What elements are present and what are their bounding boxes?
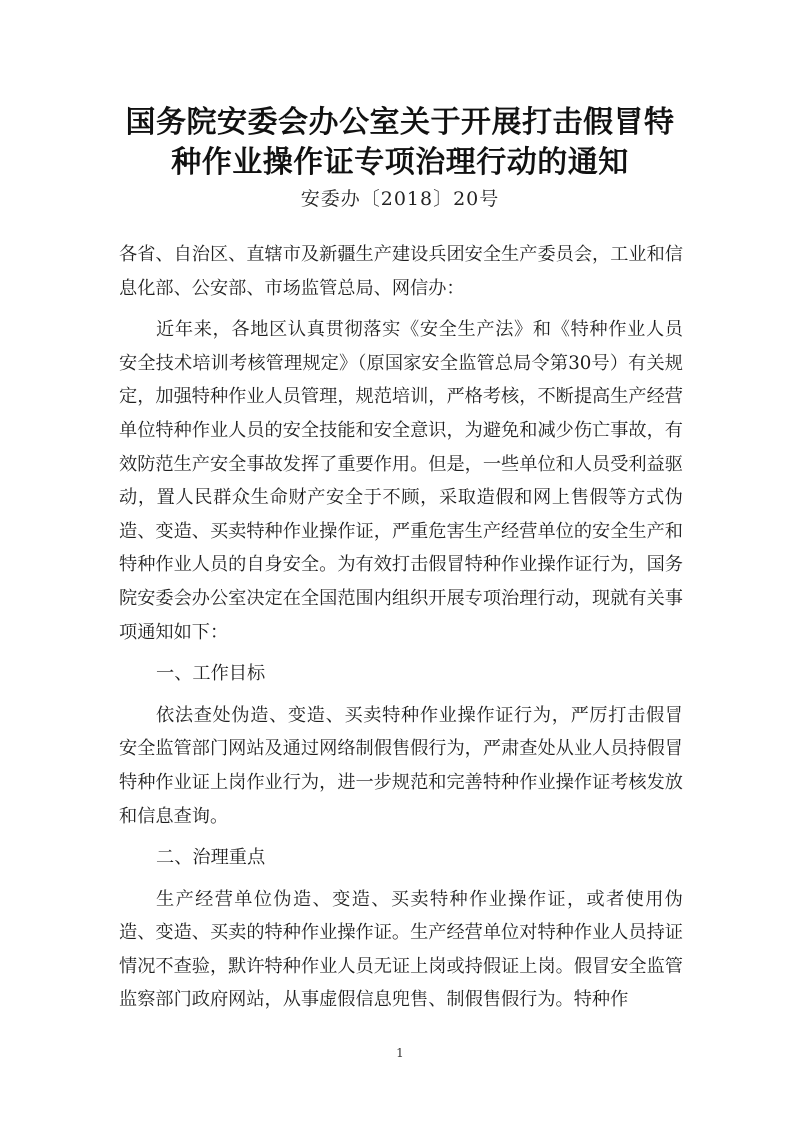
section-2-heading: 二、治理重点 [156, 847, 266, 869]
document-title-line-1: 国务院安委会办公室关于开展打击假冒特 [125, 105, 675, 140]
section-1-body: 依法查处伪造、变造、买卖特种作业操作证行为，严厉打击假冒安全监管部门网站及通过网络制假售假行为，严肃查处从业人员持假冒特种作业证上岗作业行为，进一步规范和完善特种作业操作证考核发放和信息查询。 [119, 704, 683, 827]
section-2-body: 生产经营单位伪造、变造、买卖特种作业操作证，或者使用伪造、变造、买卖的特种作业操作证。生产经营单位对特种作业人员持证情况不查验，默许特种作业人员无证上岗或持假证上岗。假冒安全监管监察部门政府网站，从事虚假信息兜售、制假售假行为。特种作 [119, 888, 683, 1011]
salutation: 各省、自治区、直辖市及新疆生产建设兵团安全生产委员会，工业和信息化部、公安部、市场监管总局、网信办： [119, 244, 683, 299]
document-number: 安委办〔2018〕20号 [300, 188, 500, 210]
intro-paragraph: 近年来，各地区认真贯彻落实《安全生产法》和《特种作业人员安全技术培训考核管理规定》（原国家安全监管总局令第30号）有关规定，加强特种作业人员管理，规范培训，严格考核，不断提高生产经营单位特种作业人员的安全技能和安全意识，为避免和减少伤亡事故，有效防范生产安全事故发挥了重要作用。但是，一些单位和人员受利益驱动，置人民群众生命财产安全于不顾，采取造假和网上售假等方式伪造、变造、买卖特种作业操作证，严重危害生产经营单位的安全生产和特种作业人员的自身安全。为有效打击假冒特种作业操作证行为，国务院安委会办公室决定在全国范围内组织开展专项治理行动，现就有关事项通知如下： [119, 319, 683, 643]
document-title-line-2: 种作业操作证专项治理行动的通知 [171, 145, 629, 180]
document-body [119, 238, 683, 1017]
page-number: 1 [396, 1046, 404, 1060]
section-1-heading: 一、工作目标 [156, 663, 266, 685]
